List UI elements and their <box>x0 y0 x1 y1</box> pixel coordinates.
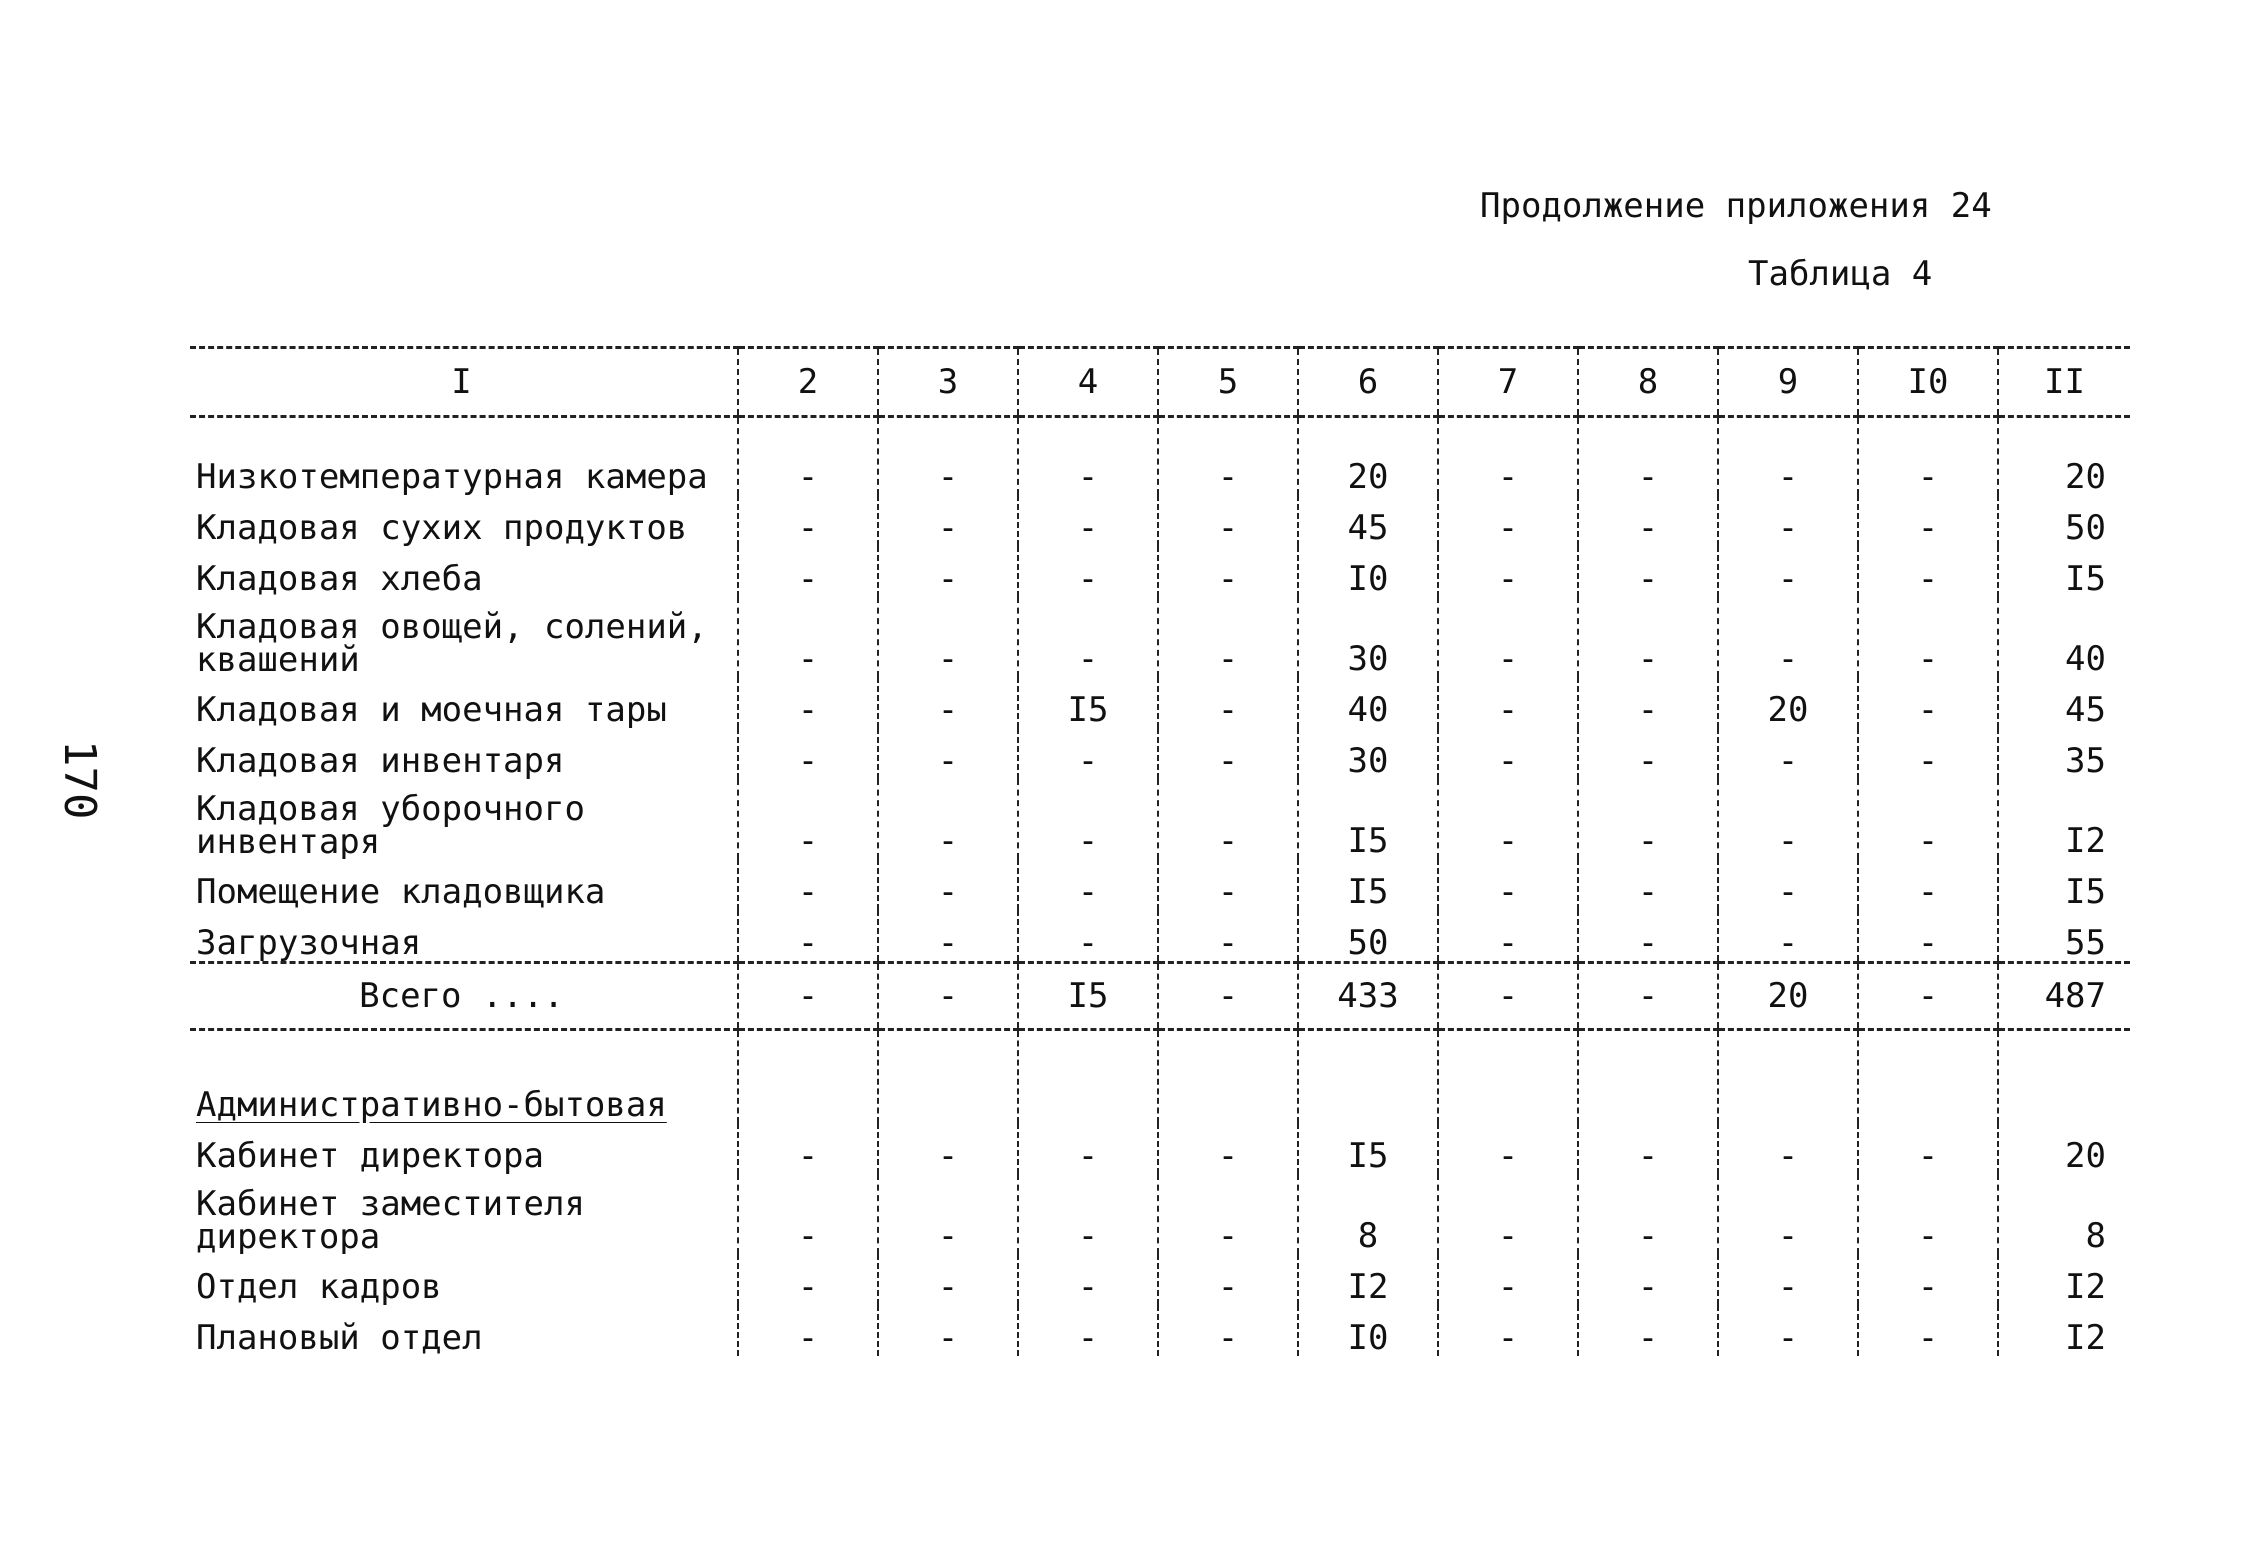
section-heading: Административно-бытовая <box>196 1085 667 1123</box>
column-header-7: 7 <box>1438 348 1578 417</box>
cell-col-3: - <box>878 1174 1018 1254</box>
cell-col-7: - <box>1438 859 1578 910</box>
row-label: Отдел кадров <box>196 1267 442 1305</box>
cell-col-2: - <box>738 417 878 496</box>
row-label: Помещение кладовщика <box>196 872 606 910</box>
cell-col-7: - <box>1438 910 1578 963</box>
cell-col-9: - <box>1718 546 1858 597</box>
empty-cell <box>878 1030 1018 1124</box>
empty-cell <box>1298 1030 1438 1124</box>
cell-col-11: 50 <box>1998 495 2130 546</box>
space-allocation-table <box>190 346 2130 1356</box>
cell-col-7: - <box>1438 728 1578 779</box>
cell-col-8: - <box>1578 546 1718 597</box>
cell-col-8: - <box>1578 677 1718 728</box>
cell-col-7: - <box>1438 1254 1578 1305</box>
cell-col-2: - <box>738 728 878 779</box>
empty-cell <box>1018 1030 1158 1124</box>
cell-col-2: - <box>738 1305 878 1356</box>
table-body <box>190 417 2130 1357</box>
cell-col-8: - <box>1578 1174 1718 1254</box>
column-header-9: 9 <box>1718 348 1858 417</box>
cell-col-11: I2 <box>1998 1305 2130 1356</box>
cell-col-2: - <box>738 779 878 859</box>
cell-col-7: - <box>1438 597 1578 677</box>
cell-col-6: 433 <box>1298 963 1438 1030</box>
row-label: Кабинет директора <box>196 1136 544 1174</box>
cell-col-3: - <box>878 1254 1018 1305</box>
cell-col-6: 40 <box>1298 677 1438 728</box>
row-label: Низкотемпературная камера <box>196 457 708 495</box>
row-label: Кладовая уборочного инвентаря <box>196 789 585 859</box>
cell-col-6: I5 <box>1298 779 1438 859</box>
table-row <box>190 910 2130 963</box>
cell-col-9: - <box>1718 779 1858 859</box>
cell-col-3: - <box>878 495 1018 546</box>
cell-col-2: - <box>738 677 878 728</box>
cell-col-11: 45 <box>1998 677 2130 728</box>
cell-col-11: 55 <box>1998 910 2130 963</box>
cell-col-9: - <box>1718 417 1858 496</box>
cell-col-4: I5 <box>1018 963 1158 1030</box>
row-label: Кладовая и моечная тары <box>196 690 667 728</box>
cell-col-5: - <box>1158 728 1298 779</box>
cell-col-10: - <box>1858 495 1998 546</box>
cell-col-4: - <box>1018 1305 1158 1356</box>
cell-col-4: I5 <box>1018 677 1158 728</box>
row-label: Всего .... <box>190 963 738 1030</box>
cell-col-6: 20 <box>1298 417 1438 496</box>
cell-col-4: - <box>1018 495 1158 546</box>
table-row <box>190 495 2130 546</box>
cell-col-8: - <box>1578 910 1718 963</box>
cell-col-2: - <box>738 910 878 963</box>
empty-cell <box>738 1030 878 1124</box>
cell-col-4: - <box>1018 728 1158 779</box>
column-header-6: 6 <box>1298 348 1438 417</box>
cell-col-6: I0 <box>1298 1305 1438 1356</box>
table-row <box>190 597 2130 677</box>
cell-col-5: - <box>1158 677 1298 728</box>
cell-col-11: I5 <box>1998 546 2130 597</box>
cell-col-7: - <box>1438 677 1578 728</box>
cell-col-9: - <box>1718 1174 1858 1254</box>
cell-col-8: - <box>1578 597 1718 677</box>
cell-col-10: - <box>1858 859 1998 910</box>
cell-col-11: I2 <box>1998 779 2130 859</box>
cell-col-3: - <box>878 597 1018 677</box>
cell-col-9: 20 <box>1718 677 1858 728</box>
cell-col-11: I5 <box>1998 859 2130 910</box>
cell-col-10: - <box>1858 1305 1998 1356</box>
column-header-8: 8 <box>1578 348 1718 417</box>
total-row <box>190 963 2130 1030</box>
cell-col-7: - <box>1438 963 1578 1030</box>
empty-cell <box>1578 1030 1718 1124</box>
column-header-10: I0 <box>1858 348 1998 417</box>
cell-col-7: - <box>1438 1123 1578 1174</box>
cell-col-9: - <box>1718 859 1858 910</box>
section-heading-cell <box>190 1030 738 1124</box>
cell-col-4: - <box>1018 779 1158 859</box>
cell-col-2: - <box>738 495 878 546</box>
cell-col-4: - <box>1018 859 1158 910</box>
cell-col-11: 487 <box>1998 963 2130 1030</box>
cell-col-8: - <box>1578 1123 1718 1174</box>
page-number: 170 <box>54 740 105 820</box>
cell-col-3: - <box>878 779 1018 859</box>
cell-col-10: - <box>1858 728 1998 779</box>
table-row <box>190 1254 2130 1305</box>
cell-col-11: 40 <box>1998 597 2130 677</box>
table-row <box>190 546 2130 597</box>
cell-col-7: - <box>1438 1174 1578 1254</box>
row-label: Кладовая овощей, солений, квашений <box>196 607 708 677</box>
cell-col-10: - <box>1858 597 1998 677</box>
cell-col-3: - <box>878 677 1018 728</box>
cell-col-6: I5 <box>1298 859 1438 910</box>
cell-col-6: 8 <box>1298 1174 1438 1254</box>
cell-col-3: - <box>878 728 1018 779</box>
cell-col-10: - <box>1858 1123 1998 1174</box>
cell-col-11: 35 <box>1998 728 2130 779</box>
table-row <box>190 677 2130 728</box>
table-row <box>190 417 2130 496</box>
cell-col-3: - <box>878 859 1018 910</box>
cell-col-3: - <box>878 1305 1018 1356</box>
empty-cell <box>1718 1030 1858 1124</box>
cell-col-5: - <box>1158 1174 1298 1254</box>
cell-col-9: - <box>1718 728 1858 779</box>
row-label: Кладовая сухих продуктов <box>196 508 688 546</box>
row-label: Кабинет заместителя директора <box>196 1184 585 1254</box>
cell-col-5: - <box>1158 1305 1298 1356</box>
cell-col-11: 20 <box>1998 417 2130 496</box>
cell-col-10: - <box>1858 417 1998 496</box>
cell-col-10: - <box>1858 779 1998 859</box>
cell-col-2: - <box>738 597 878 677</box>
cell-col-7: - <box>1438 546 1578 597</box>
table-row <box>190 859 2130 910</box>
cell-col-4: - <box>1018 1174 1158 1254</box>
cell-col-4: - <box>1018 1254 1158 1305</box>
cell-col-4: - <box>1018 1123 1158 1174</box>
cell-col-9: - <box>1718 597 1858 677</box>
cell-col-5: - <box>1158 859 1298 910</box>
cell-col-9: - <box>1718 495 1858 546</box>
cell-col-10: - <box>1858 677 1998 728</box>
table-row <box>190 728 2130 779</box>
cell-col-8: - <box>1578 779 1718 859</box>
table-row <box>190 1123 2130 1174</box>
cell-col-8: - <box>1578 1254 1718 1305</box>
cell-col-5: - <box>1158 1123 1298 1174</box>
column-header-11: II <box>1998 348 2130 417</box>
cell-col-7: - <box>1438 1305 1578 1356</box>
cell-col-10: - <box>1858 963 1998 1030</box>
cell-col-6: 50 <box>1298 910 1438 963</box>
row-label: Кладовая инвентаря <box>196 741 565 779</box>
cell-col-6: I2 <box>1298 1254 1438 1305</box>
cell-col-5: - <box>1158 779 1298 859</box>
cell-col-11: I2 <box>1998 1254 2130 1305</box>
cell-col-4: - <box>1018 417 1158 496</box>
cell-col-8: - <box>1578 728 1718 779</box>
table-row <box>190 779 2130 859</box>
cell-col-9: - <box>1718 1123 1858 1174</box>
cell-col-3: - <box>878 546 1018 597</box>
cell-col-8: - <box>1578 495 1718 546</box>
column-header-4: 4 <box>1018 348 1158 417</box>
table-label: Таблица 4 <box>1748 254 1933 294</box>
cell-col-4: - <box>1018 597 1158 677</box>
table-row <box>190 1174 2130 1254</box>
cell-col-6: 30 <box>1298 728 1438 779</box>
cell-col-10: - <box>1858 1174 1998 1254</box>
cell-col-10: - <box>1858 1254 1998 1305</box>
cell-col-7: - <box>1438 495 1578 546</box>
continuation-title: Продолжение приложения 24 <box>1480 186 1992 226</box>
cell-col-3: - <box>878 417 1018 496</box>
cell-col-8: - <box>1578 859 1718 910</box>
cell-col-8: - <box>1578 417 1718 496</box>
cell-col-9: - <box>1718 1254 1858 1305</box>
cell-col-5: - <box>1158 910 1298 963</box>
empty-cell <box>1998 1030 2130 1124</box>
cell-col-6: I0 <box>1298 546 1438 597</box>
cell-col-5: - <box>1158 597 1298 677</box>
cell-col-3: - <box>878 963 1018 1030</box>
column-header-2: 2 <box>738 348 878 417</box>
empty-cell <box>1158 1030 1298 1124</box>
row-label: Плановый отдел <box>196 1318 483 1356</box>
cell-col-3: - <box>878 1123 1018 1174</box>
cell-col-5: - <box>1158 417 1298 496</box>
cell-col-2: - <box>738 1123 878 1174</box>
cell-col-9: - <box>1718 910 1858 963</box>
cell-col-7: - <box>1438 779 1578 859</box>
cell-col-5: - <box>1158 546 1298 597</box>
cell-col-2: - <box>738 1174 878 1254</box>
cell-col-7: - <box>1438 417 1578 496</box>
cell-col-2: - <box>738 546 878 597</box>
cell-col-3: - <box>878 910 1018 963</box>
cell-col-6: 30 <box>1298 597 1438 677</box>
empty-cell <box>1858 1030 1998 1124</box>
cell-col-5: - <box>1158 495 1298 546</box>
column-header-5: 5 <box>1158 348 1298 417</box>
empty-cell <box>1438 1030 1578 1124</box>
cell-col-4: - <box>1018 546 1158 597</box>
column-header-1: I <box>190 348 738 417</box>
cell-col-5: - <box>1158 963 1298 1030</box>
cell-col-9: - <box>1718 1305 1858 1356</box>
row-label: Загрузочная <box>196 923 422 963</box>
cell-col-2: - <box>738 859 878 910</box>
row-label: Кладовая хлеба <box>196 559 483 597</box>
cell-col-2: - <box>738 1254 878 1305</box>
cell-col-9: 20 <box>1718 963 1858 1030</box>
section-heading-row <box>190 1030 2130 1124</box>
cell-col-11: 8 <box>1998 1174 2130 1254</box>
cell-col-11: 20 <box>1998 1123 2130 1174</box>
header-row <box>190 348 2130 417</box>
cell-col-8: - <box>1578 1305 1718 1356</box>
cell-col-2: - <box>738 963 878 1030</box>
cell-col-10: - <box>1858 910 1998 963</box>
cell-col-6: 45 <box>1298 495 1438 546</box>
cell-col-10: - <box>1858 546 1998 597</box>
cell-col-8: - <box>1578 963 1718 1030</box>
table-row <box>190 1305 2130 1356</box>
cell-col-5: - <box>1158 1254 1298 1305</box>
column-header-3: 3 <box>878 348 1018 417</box>
cell-col-4: - <box>1018 910 1158 963</box>
cell-col-6: I5 <box>1298 1123 1438 1174</box>
